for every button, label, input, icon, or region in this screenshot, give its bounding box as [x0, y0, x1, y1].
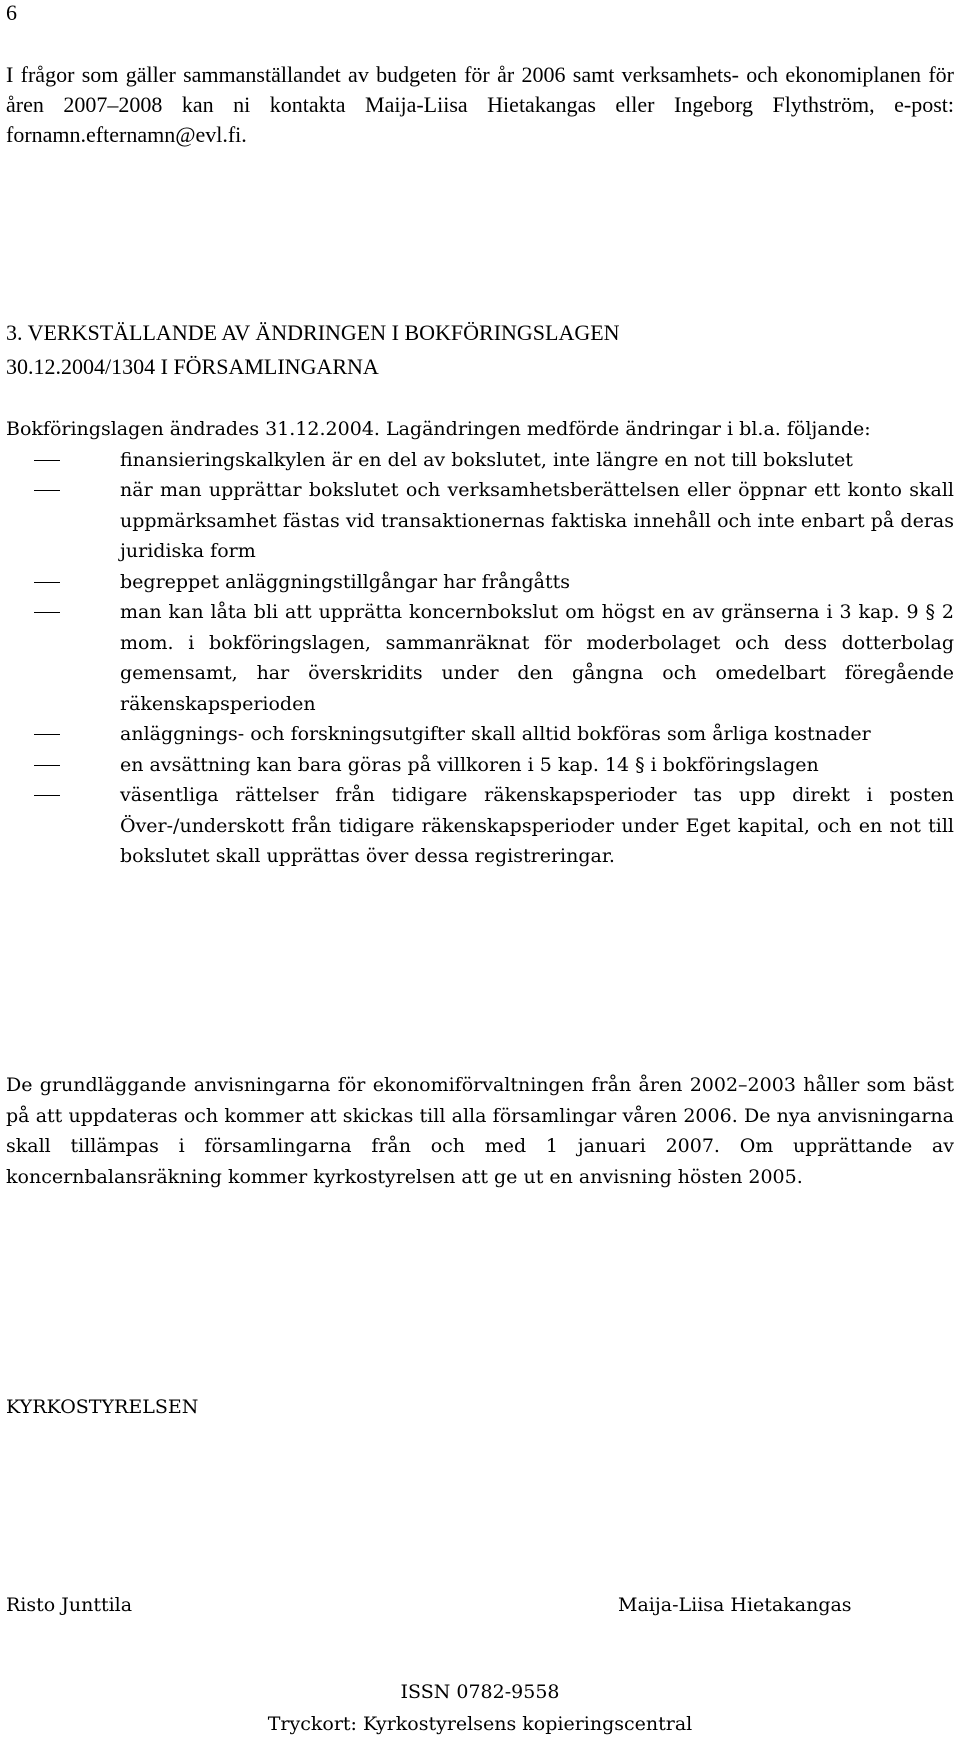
list-item-text: anläggnings- och forskningsutgifter skall alltid bokföras som årliga kostnader — [120, 723, 871, 745]
change-list — [6, 445, 954, 872]
list-item-text: man kan låta bli att upprätta koncernbokslut om högst en av gränserna i 3 kap. 9 § 2 mom. i bokföringslagen, sammanräknat för moderbolaget och dess dotterbolag gemensamt, har överskridits under den gångna och omedelbart föregående räkenskapsperioden — [120, 601, 954, 715]
list-item — [6, 597, 954, 719]
list-item — [6, 780, 954, 872]
intro-paragraph: I frågor som gäller sammanställandet av budgeten för år 2006 samt verksamhets- och ekonomiplanen för åren 2007–2008 kan ni kontakta Maija-Liisa Hietakangas eller Ingeborg Flythström, e-post: fornamn.efternamn@evl.fi. — [6, 62, 954, 147]
amendment-section — [6, 414, 954, 872]
dash-bullet-icon — [34, 490, 60, 491]
section-heading-line-1: 3. VERKSTÄLLANDE AV ÄNDRINGEN I BOKFÖRINGSLAGEN — [6, 320, 620, 345]
list-item — [6, 719, 954, 750]
list-item — [6, 445, 954, 476]
signatory-right: Maija-Liisa Hietakangas — [618, 1594, 852, 1616]
list-item — [6, 567, 954, 598]
dash-bullet-icon — [34, 582, 60, 583]
signatory-left: Risto Junttila — [6, 1594, 133, 1616]
list-item — [6, 750, 954, 781]
closing-paragraph: De grundläggande anvisningarna för ekonomiförvaltningen från åren 2002–2003 håller som bäst på att uppdateras och kommer att skickas till alla församlingar våren 2006. De nya anvisningarna skall tillämpas i församlingarna från och med 1 januari 2007. Om upprättande av koncernbalansräkning kommer kyrkostyrelsen att ge ut en anvisning hösten 2005. — [6, 1074, 954, 1188]
dash-bullet-icon — [34, 612, 60, 613]
list-item-text: begreppet anläggningstillgångar har frångåtts — [120, 570, 570, 593]
list-item-text: väsentliga rättelser från tidigare räkenskapsperioder tas upp direkt i posten Över-/underskott från tidigare räkenskapsperioder under Eget kapital, och en not till bokslutet skall upprättas över dessa registreringar. — [120, 784, 954, 867]
issn-number: ISSN 0782-9558 — [400, 1681, 560, 1703]
dash-bullet-icon — [34, 734, 60, 735]
footer — [0, 1676, 960, 1740]
list-item-text: finansieringskalkylen är en del av bokslutet, inte längre en not till bokslutet — [120, 448, 853, 471]
page-number: 6 — [6, 0, 17, 25]
list-item — [6, 475, 954, 567]
printer-info: Tryckort: Kyrkostyrelsens kopieringscentral — [267, 1713, 693, 1735]
dash-bullet-icon — [34, 795, 60, 796]
section-heading-line-2: 30.12.2004/1304 I FÖRSAMLINGARNA — [6, 354, 379, 379]
lead-paragraph: Bokföringslagen ändrades 31.12.2004. Lagändringen medförde ändringar i bl.a. följande: — [6, 418, 871, 440]
list-item-text: när man upprättar bokslutet och verksamhetsberättelsen eller öppnar ett konto skall uppmärksamhet fästas vid transaktionernas faktiska innehåll och inte enbart på deras juridiska form — [120, 479, 954, 562]
dash-bullet-icon — [34, 460, 60, 461]
dash-bullet-icon — [34, 765, 60, 766]
organization-name: KYRKOSTYRELSEN — [6, 1396, 199, 1418]
section-heading — [6, 316, 946, 384]
list-item-text: en avsättning kan bara göras på villkoren i 5 kap. 14 § i bokföringslagen — [120, 753, 819, 776]
